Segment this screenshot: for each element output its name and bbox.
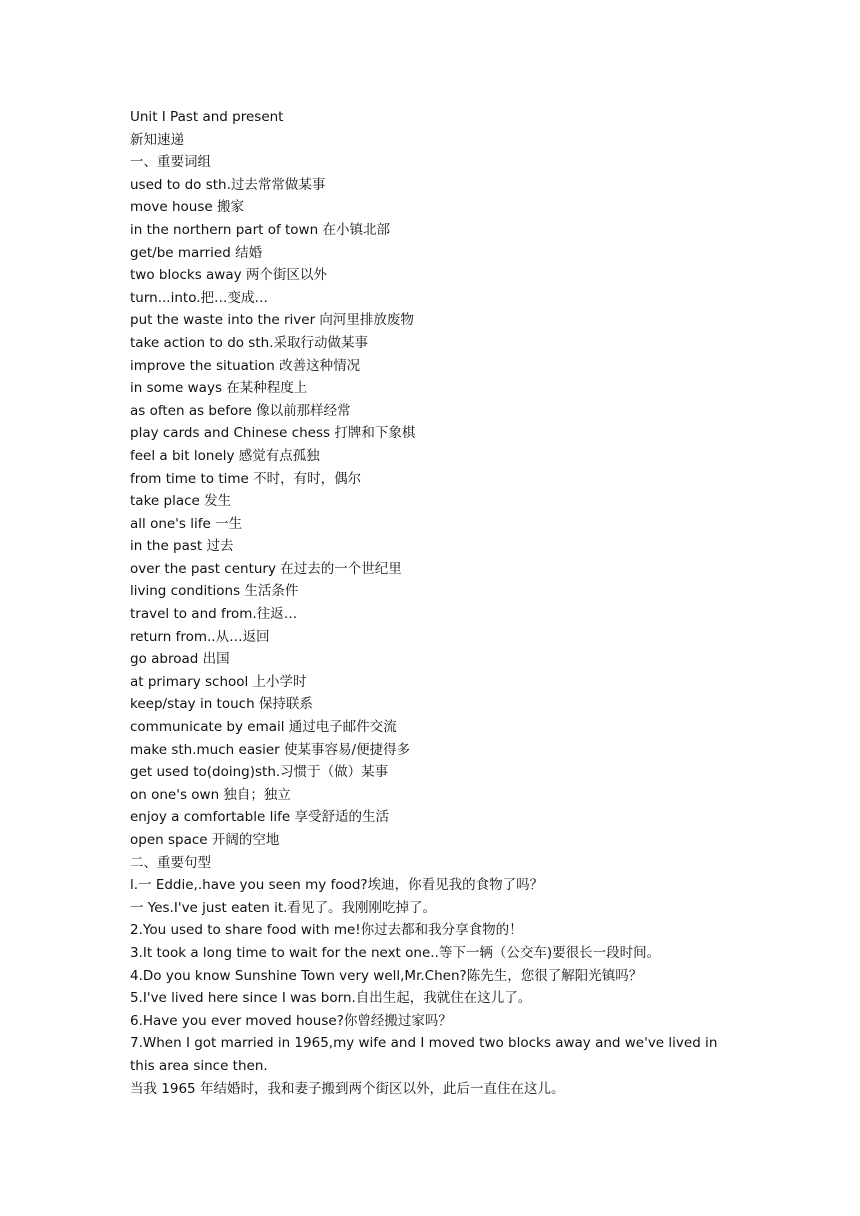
phrase-item: take place 发生 [130, 493, 232, 510]
phrase-item: enjoy a comfortable life 享受舒适的生活 [130, 809, 389, 826]
phrase-item: take action to do sth.采取行动做某事 [130, 334, 368, 351]
phrase-item: get used to(doing)sth.习惯于（做）某事 [130, 764, 389, 781]
phrase-item: play cards and Chinese chess 打牌和下象棋 [130, 425, 416, 442]
sentence-item: 2.You used to share food with me!你过去都和我分享食物的！ [130, 922, 523, 939]
sentence-item: 6.Have you ever moved house?你曾经搬过家吗？ [130, 1012, 452, 1029]
phrase-item: as often as before 像以前那样经常 [130, 402, 351, 419]
phrase-item: from time to time 不时，有时，偶尔 [130, 470, 362, 487]
document-subtitle: 新知速递 [130, 131, 184, 148]
section-heading-phrases: 一、重要词组 [130, 154, 211, 171]
phrase-item: turn...into.把…变成… [130, 289, 269, 306]
document-page [130, 106, 730, 1100]
section-heading-sentences: 二、重要句型 [130, 854, 211, 871]
sentence-item: 5.I've lived here since I was born.自出生起，我就住在这儿了。 [130, 990, 532, 1007]
phrase-item: get/be married 结婚 [130, 244, 263, 261]
phrase-item: at primary school 上小学时 [130, 673, 307, 690]
sentence-list [130, 874, 730, 1100]
sentence-item: 4.Do you know Sunshine Town very well,Mr.Chen?陈先生，您很了解阳光镇吗？ [130, 967, 643, 984]
phrase-item: two blocks away 两个街区以外 [130, 267, 327, 284]
phrase-item: used to do sth.过去常常做某事 [130, 176, 326, 193]
sentence-item: 3.It took a long time to wait for the next one..等下一辆（公交车)要很长一段时间。 [130, 944, 661, 961]
phrase-item: in the past 过去 [130, 538, 234, 555]
phrase-item: return from..从…返回 [130, 628, 270, 645]
phrase-item: travel to and from.往返… [130, 606, 298, 623]
sentence-item: l.一 Eddie,.have you seen my food?埃迪，你看见我的食物了吗？ [130, 877, 544, 894]
sentence-item: 7.When I got married in 1965,my wife and I moved two blocks away and we've lived in this area since then. [130, 1035, 718, 1074]
phrase-item: communicate by email 通过电子邮件交流 [130, 719, 397, 736]
phrase-item: living conditions 生活条件 [130, 583, 299, 600]
phrase-item: in some ways 在某种程度上 [130, 380, 308, 397]
phrase-item: keep/stay in touch 保持联系 [130, 696, 313, 713]
phrase-item: all one's life 一生 [130, 515, 243, 532]
phrase-item: over the past century 在过去的一个世纪里 [130, 560, 402, 577]
phrase-list [130, 174, 730, 852]
sentence-item: 当我 1965 年结婚时，我和妻子搬到两个街区以外，此后一直住在这儿。 [130, 1080, 565, 1097]
phrase-item: make sth.much easier 使某事容易/便捷得多 [130, 741, 411, 758]
phrase-item: improve the situation 改善这种情况 [130, 357, 361, 374]
phrase-item: go abroad 出国 [130, 651, 230, 668]
sentence-item: 一 Yes.I've just eaten it.看见了。我刚刚吃掉了。 [130, 899, 436, 916]
phrase-item: move house 搬家 [130, 199, 244, 216]
document-title: Unit I Past and present [130, 109, 284, 125]
phrase-item: in the northern part of town 在小镇北部 [130, 221, 390, 238]
phrase-item: put the waste into the river 向河里排放废物 [130, 312, 414, 329]
phrase-item: on one's own 独自；独立 [130, 786, 291, 803]
phrase-item: open space 开阔的空地 [130, 832, 280, 848]
phrase-item: feel a bit lonely 感觉有点孤独 [130, 447, 320, 464]
